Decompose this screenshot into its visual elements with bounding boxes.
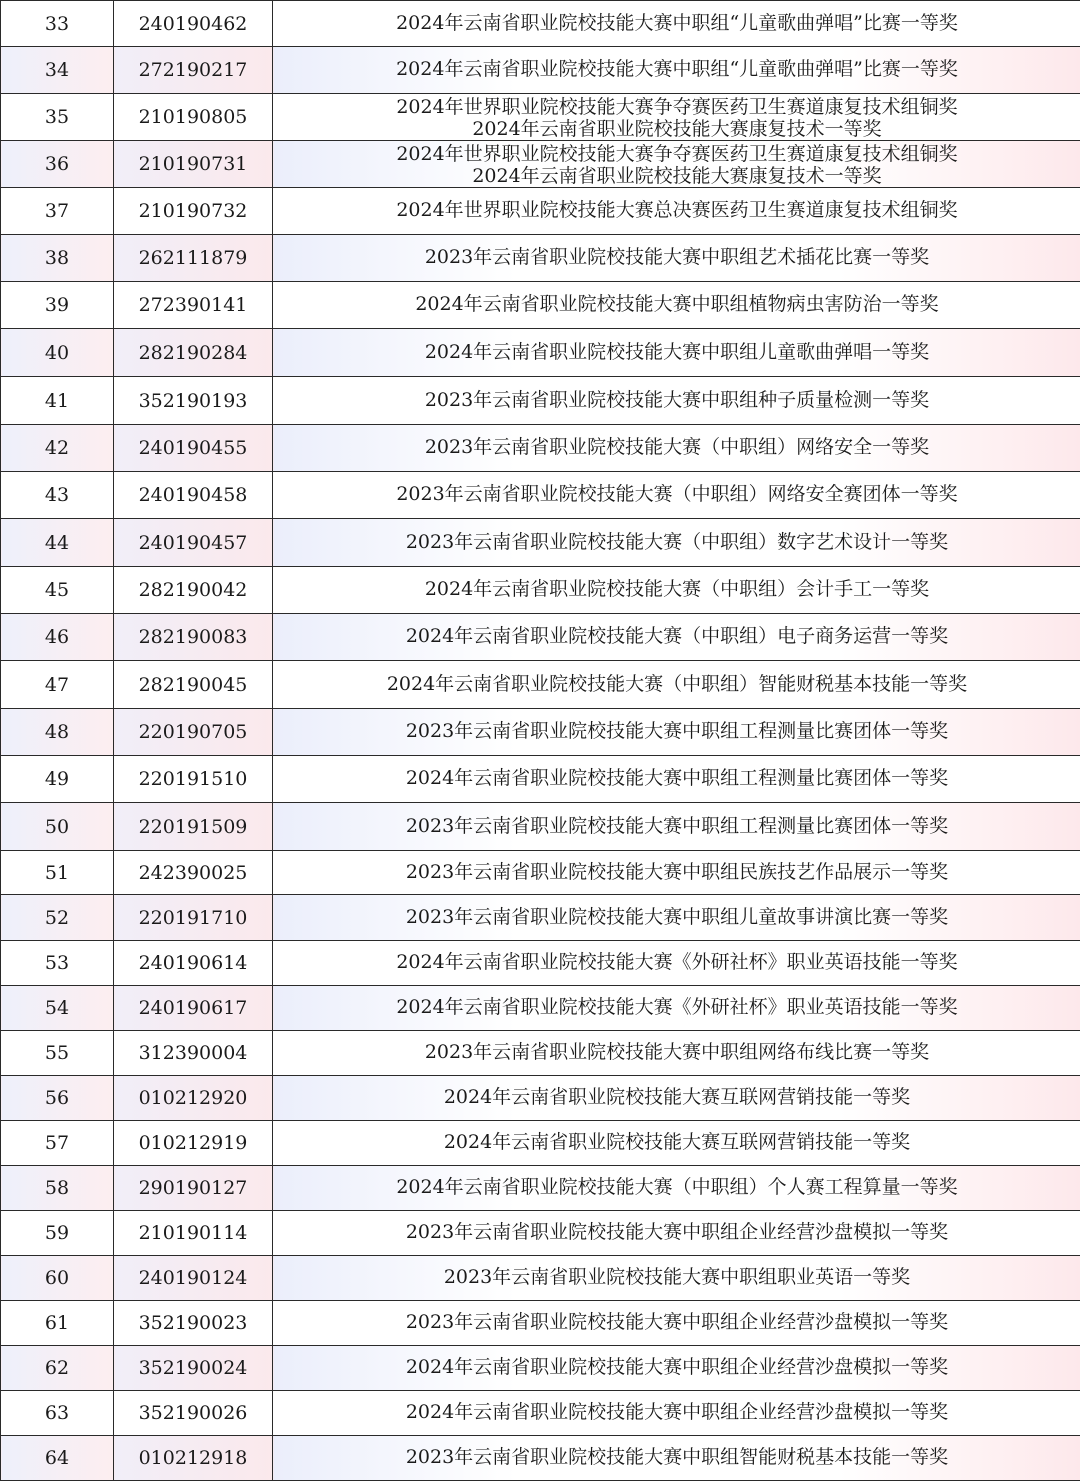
award-line: 2023年云南省职业院校技能大赛中职组民族技艺作品展示一等奖 xyxy=(273,851,1080,893)
award-text-block xyxy=(273,1121,1080,1165)
row-number-cell: 57 xyxy=(1,1121,114,1166)
award-cell xyxy=(273,895,1080,941)
student-id-cell: 220191710 xyxy=(114,895,273,941)
row-number-cell: 36 xyxy=(1,141,114,188)
award-text-block xyxy=(273,709,1080,755)
award-text-block xyxy=(273,614,1080,660)
award-line: 2024年云南省职业院校技能大赛（中职组）智能财税基本技能一等奖 xyxy=(273,661,1080,707)
table-row xyxy=(1,282,1080,329)
award-line: 2023年云南省职业院校技能大赛中职组儿童故事讲演比赛一等奖 xyxy=(273,895,1080,939)
table-row xyxy=(1,1031,1080,1076)
award-cell xyxy=(273,329,1080,377)
student-id-cell: 010212920 xyxy=(114,1076,273,1121)
table-row xyxy=(1,803,1080,851)
award-line: 2023年云南省职业院校技能大赛（中职组）数字艺术设计一等奖 xyxy=(273,519,1080,565)
row-number-cell: 59 xyxy=(1,1211,114,1256)
table-row xyxy=(1,472,1080,519)
award-line: 2024年云南省职业院校技能大赛中职组“儿童歌曲弹唱”比赛一等奖 xyxy=(273,47,1080,92)
award-text-block xyxy=(273,756,1080,802)
award-text-block xyxy=(273,519,1080,566)
award-line: 2023年云南省职业院校技能大赛中职组智能财税基本技能一等奖 xyxy=(273,1436,1080,1479)
table-row xyxy=(1,567,1080,614)
table-row xyxy=(1,614,1080,661)
table-row xyxy=(1,47,1080,94)
table-row xyxy=(1,1076,1080,1121)
row-number-cell: 40 xyxy=(1,329,114,377)
award-cell xyxy=(273,709,1080,756)
award-cell xyxy=(273,47,1080,94)
award-cell xyxy=(273,986,1080,1031)
award-cell xyxy=(273,377,1080,425)
table-row xyxy=(1,1256,1080,1301)
award-text-block xyxy=(273,188,1080,234)
award-text-block xyxy=(273,235,1080,281)
row-number-cell: 56 xyxy=(1,1076,114,1121)
row-number-cell: 45 xyxy=(1,567,114,614)
table-row xyxy=(1,1,1080,47)
student-id-cell: 272390141 xyxy=(114,282,273,329)
award-text-block xyxy=(273,96,1080,140)
award-cell xyxy=(273,519,1080,567)
student-id-cell: 010212919 xyxy=(114,1121,273,1166)
student-id-cell: 240190617 xyxy=(114,986,273,1031)
table-row xyxy=(1,709,1080,756)
table-row xyxy=(1,329,1080,377)
award-text-block xyxy=(273,1076,1080,1120)
student-id-cell: 240190455 xyxy=(114,425,273,472)
award-line: 2024年云南省职业院校技能大赛中职组儿童歌曲弹唱一等奖 xyxy=(273,329,1080,375)
award-line: 2024年云南省职业院校技能大赛中职组植物病虫害防治一等奖 xyxy=(273,282,1080,327)
table-row xyxy=(1,1166,1080,1211)
award-line: 2024年云南省职业院校技能大赛（中职组）电子商务运营一等奖 xyxy=(273,614,1080,659)
row-number-cell: 49 xyxy=(1,756,114,803)
row-number-cell: 62 xyxy=(1,1346,114,1391)
award-cell xyxy=(273,851,1080,895)
award-text-block xyxy=(273,803,1080,850)
student-id-cell: 282190284 xyxy=(114,329,273,377)
award-text-block xyxy=(273,895,1080,940)
award-cell xyxy=(273,1031,1080,1076)
award-text-block xyxy=(273,986,1080,1030)
award-text-block xyxy=(273,143,1080,187)
award-text-block xyxy=(273,941,1080,985)
award-text-block xyxy=(273,661,1080,708)
student-id-cell: 220191510 xyxy=(114,756,273,803)
award-cell xyxy=(273,188,1080,235)
row-number-cell: 48 xyxy=(1,709,114,756)
student-id-cell: 352190026 xyxy=(114,1391,273,1436)
award-line: 2024年云南省职业院校技能大赛康复技术一等奖 xyxy=(273,118,1080,140)
award-cell xyxy=(273,472,1080,519)
row-number-cell: 33 xyxy=(1,1,114,47)
award-cell xyxy=(273,94,1080,141)
table-row xyxy=(1,141,1080,188)
award-text-block xyxy=(273,1436,1080,1480)
award-line: 2024年云南省职业院校技能大赛（中职组）个人赛工程算量一等奖 xyxy=(273,1166,1080,1209)
table-row xyxy=(1,1121,1080,1166)
award-text-block xyxy=(273,1031,1080,1075)
award-cell xyxy=(273,1256,1080,1301)
award-text-block xyxy=(273,377,1080,424)
row-number-cell: 64 xyxy=(1,1436,114,1481)
award-line: 2024年云南省职业院校技能大赛《外研社杯》职业英语技能一等奖 xyxy=(273,986,1080,1029)
award-cell xyxy=(273,1301,1080,1346)
award-cell xyxy=(273,1121,1080,1166)
award-cell xyxy=(273,1076,1080,1121)
row-number-cell: 63 xyxy=(1,1391,114,1436)
table-row xyxy=(1,756,1080,803)
table-row xyxy=(1,1391,1080,1436)
student-id-cell: 210190114 xyxy=(114,1211,273,1256)
row-number-cell: 42 xyxy=(1,425,114,472)
student-id-cell: 290190127 xyxy=(114,1166,273,1211)
award-cell xyxy=(273,425,1080,472)
table-row xyxy=(1,519,1080,567)
award-text-block xyxy=(273,425,1080,471)
table-row xyxy=(1,851,1080,895)
award-cell xyxy=(273,661,1080,709)
row-number-cell: 38 xyxy=(1,235,114,282)
award-text-block xyxy=(273,1211,1080,1255)
student-id-cell: 240190462 xyxy=(114,1,273,47)
student-id-cell: 282190083 xyxy=(114,614,273,661)
award-line: 2024年世界职业院校技能大赛总决赛医药卫生赛道康复技术组铜奖 xyxy=(273,188,1080,233)
award-line: 2023年云南省职业院校技能大赛（中职组）网络安全一等奖 xyxy=(273,425,1080,470)
student-id-cell: 240190458 xyxy=(114,472,273,519)
row-number-cell: 34 xyxy=(1,47,114,94)
table-row xyxy=(1,1436,1080,1481)
table-row xyxy=(1,1346,1080,1391)
award-cell xyxy=(273,803,1080,851)
table-row xyxy=(1,1211,1080,1256)
row-number-cell: 44 xyxy=(1,519,114,567)
award-line: 2024年云南省职业院校技能大赛康复技术一等奖 xyxy=(273,165,1080,187)
award-text-block xyxy=(273,1166,1080,1210)
award-cell xyxy=(273,1436,1080,1481)
award-text-block xyxy=(273,282,1080,328)
table-row xyxy=(1,661,1080,709)
row-number-cell: 46 xyxy=(1,614,114,661)
student-id-cell: 220191509 xyxy=(114,803,273,851)
student-id-cell: 282190042 xyxy=(114,567,273,614)
student-id-cell: 282190045 xyxy=(114,661,273,709)
award-line: 2023年云南省职业院校技能大赛中职组企业经营沙盘模拟一等奖 xyxy=(273,1301,1080,1344)
row-number-cell: 50 xyxy=(1,803,114,851)
table-row xyxy=(1,235,1080,282)
award-cell xyxy=(273,282,1080,329)
award-line: 2024年世界职业院校技能大赛争夺赛医药卫生赛道康复技术组铜奖 xyxy=(273,143,1080,165)
award-text-block xyxy=(273,1346,1080,1390)
award-text-block xyxy=(273,567,1080,613)
row-number-cell: 54 xyxy=(1,986,114,1031)
award-text-block xyxy=(273,472,1080,518)
row-number-cell: 60 xyxy=(1,1256,114,1301)
student-id-cell: 210190805 xyxy=(114,94,273,141)
table-row xyxy=(1,425,1080,472)
student-id-cell: 220190705 xyxy=(114,709,273,756)
student-id-cell: 240190457 xyxy=(114,519,273,567)
award-text-block xyxy=(273,1256,1080,1300)
award-cell xyxy=(273,141,1080,188)
award-line: 2023年云南省职业院校技能大赛中职组企业经营沙盘模拟一等奖 xyxy=(273,1211,1080,1254)
award-line: 2023年云南省职业院校技能大赛中职组职业英语一等奖 xyxy=(273,1256,1080,1299)
table-row xyxy=(1,895,1080,941)
student-id-cell: 210190732 xyxy=(114,188,273,235)
award-line: 2023年云南省职业院校技能大赛中职组工程测量比赛团体一等奖 xyxy=(273,803,1080,849)
row-number-cell: 53 xyxy=(1,941,114,986)
award-text-block xyxy=(273,1301,1080,1345)
award-text-block xyxy=(273,1391,1080,1435)
award-line: 2024年云南省职业院校技能大赛互联网营销技能一等奖 xyxy=(273,1121,1080,1164)
award-cell xyxy=(273,567,1080,614)
table-row xyxy=(1,941,1080,986)
award-line: 2024年世界职业院校技能大赛争夺赛医药卫生赛道康复技术组铜奖 xyxy=(273,96,1080,118)
award-cell xyxy=(273,1166,1080,1211)
student-id-cell: 272190217 xyxy=(114,47,273,94)
award-line: 2023年云南省职业院校技能大赛中职组艺术插花比赛一等奖 xyxy=(273,235,1080,280)
student-id-cell: 262111879 xyxy=(114,235,273,282)
row-number-cell: 41 xyxy=(1,377,114,425)
row-number-cell: 55 xyxy=(1,1031,114,1076)
table-row xyxy=(1,377,1080,425)
row-number-cell: 47 xyxy=(1,661,114,709)
award-line: 2024年云南省职业院校技能大赛中职组企业经营沙盘模拟一等奖 xyxy=(273,1391,1080,1434)
student-id-cell: 242390025 xyxy=(114,851,273,895)
award-line: 2023年云南省职业院校技能大赛（中职组）网络安全赛团体一等奖 xyxy=(273,472,1080,517)
student-id-cell: 010212918 xyxy=(114,1436,273,1481)
table-row xyxy=(1,188,1080,235)
student-id-cell: 352190024 xyxy=(114,1346,273,1391)
table-row xyxy=(1,1301,1080,1346)
award-line: 2024年云南省职业院校技能大赛中职组企业经营沙盘模拟一等奖 xyxy=(273,1346,1080,1389)
award-line: 2024年云南省职业院校技能大赛《外研社杯》职业英语技能一等奖 xyxy=(273,941,1080,984)
award-line: 2024年云南省职业院校技能大赛中职组工程测量比赛团体一等奖 xyxy=(273,756,1080,801)
row-number-cell: 58 xyxy=(1,1166,114,1211)
award-cell xyxy=(273,1391,1080,1436)
award-cell xyxy=(273,1211,1080,1256)
award-cell xyxy=(273,235,1080,282)
award-cell xyxy=(273,756,1080,803)
student-id-cell: 352190023 xyxy=(114,1301,273,1346)
table-row xyxy=(1,94,1080,141)
award-line: 2023年云南省职业院校技能大赛中职组工程测量比赛团体一等奖 xyxy=(273,709,1080,754)
student-id-cell: 240190614 xyxy=(114,941,273,986)
award-text-block xyxy=(273,329,1080,376)
award-cell xyxy=(273,614,1080,661)
student-id-cell: 240190124 xyxy=(114,1256,273,1301)
award-text-block xyxy=(273,47,1080,93)
row-number-cell: 52 xyxy=(1,895,114,941)
award-text-block xyxy=(273,851,1080,894)
award-line: 2024年云南省职业院校技能大赛中职组“儿童歌曲弹唱”比赛一等奖 xyxy=(273,1,1080,45)
row-number-cell: 51 xyxy=(1,851,114,895)
award-cell xyxy=(273,1346,1080,1391)
row-number-cell: 61 xyxy=(1,1301,114,1346)
table-row xyxy=(1,986,1080,1031)
row-number-cell: 35 xyxy=(1,94,114,141)
student-id-cell: 352190193 xyxy=(114,377,273,425)
row-number-cell: 39 xyxy=(1,282,114,329)
award-line: 2024年云南省职业院校技能大赛（中职组）会计手工一等奖 xyxy=(273,567,1080,612)
award-cell xyxy=(273,941,1080,986)
row-number-cell: 43 xyxy=(1,472,114,519)
award-line: 2023年云南省职业院校技能大赛中职组网络布线比赛一等奖 xyxy=(273,1031,1080,1074)
award-text-block xyxy=(273,1,1080,46)
award-line: 2023年云南省职业院校技能大赛中职组种子质量检测一等奖 xyxy=(273,377,1080,423)
award-table-body xyxy=(1,1,1080,1481)
student-id-cell: 312390004 xyxy=(114,1031,273,1076)
award-line: 2024年云南省职业院校技能大赛互联网营销技能一等奖 xyxy=(273,1076,1080,1119)
student-id-cell: 210190731 xyxy=(114,141,273,188)
row-number-cell: 37 xyxy=(1,188,114,235)
award-cell xyxy=(273,1,1080,47)
